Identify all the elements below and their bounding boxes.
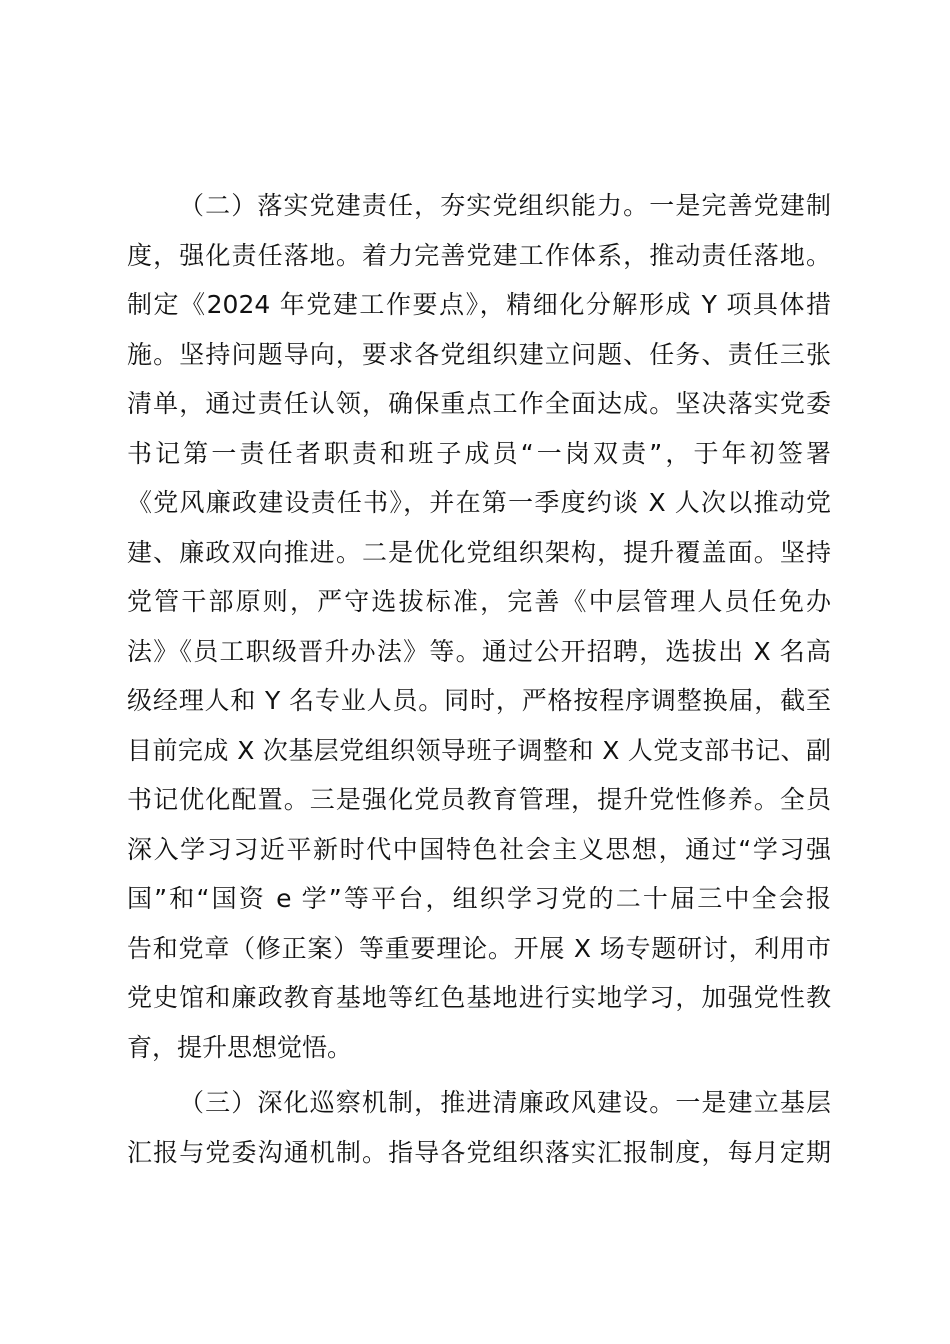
- paragraph-section-2: [127, 181, 831, 1072]
- paragraph-line: 汇报与党委沟通机制。指导各党组织落实汇报制度，每月定期: [127, 1137, 831, 1167]
- paragraph-line: （三）深化巡察机制，推进清廉政风建设。一是建立基层: [179, 1088, 831, 1117]
- paragraph-line: 书记优化配置。三是强化党员教育管理，提升党性修养。全员: [127, 785, 831, 814]
- paragraph-section-3: [127, 1078, 831, 1177]
- paragraph-line: 深入学习习近平新时代中国特色社会主义思想，通过“学习强: [127, 834, 831, 864]
- paragraph-line: 建、廉政双向推进。二是优化党组织架构，提升覆盖面。坚持: [127, 537, 831, 567]
- paragraph-line: 书记第一责任者职责和班子成员“一岗双责”，于年初签署: [127, 438, 831, 468]
- paragraph-line: 级经理人和 Y 名专业人员。同时，严格按程序调整换届，截至: [127, 686, 831, 715]
- paragraph-line: 清单，通过责任认领，确保重点工作全面达成。坚决落实党委: [127, 389, 831, 418]
- paragraph-line: 法》《员工职级晋升办法》等。通过公开招聘，选拔出 X 名高: [127, 636, 831, 666]
- paragraph-line: 《党风廉政建设责任书》，并在第一季度约谈 X 人次以推动党: [127, 488, 831, 517]
- paragraph-line: 施。坚持问题导向，要求各党组织建立问题、任务、责任三张: [127, 339, 831, 369]
- paragraph-line: 目前完成 X 次基层党组织领导班子调整和 X 人党支部书记、副: [127, 735, 831, 765]
- paragraph-line: 制定《2024 年党建工作要点》，精细化分解形成 Y 项具体措: [127, 290, 831, 319]
- paragraph-line: 国”和“国资 e 学”等平台，组织学习党的二十届三中全会报: [127, 884, 831, 913]
- paragraph-line: 告和党章（修正案）等重要理论。开展 X 场专题研讨，利用市: [127, 933, 831, 963]
- paragraph-line: 党管干部原则，严守选拔标准，完善《中层管理人员任免办: [127, 587, 831, 616]
- paragraph-line: （二）落实党建责任，夯实党组织能力。一是完善党建制: [179, 191, 831, 220]
- paragraph-line: 党史馆和廉政教育基地等红色基地进行实地学习，加强党性教: [127, 983, 831, 1012]
- paragraph-line: 育，提升思想觉悟。: [127, 1032, 353, 1062]
- paragraph-line: 度，强化责任落地。着力完善党建工作体系，推动责任落地。: [127, 240, 831, 270]
